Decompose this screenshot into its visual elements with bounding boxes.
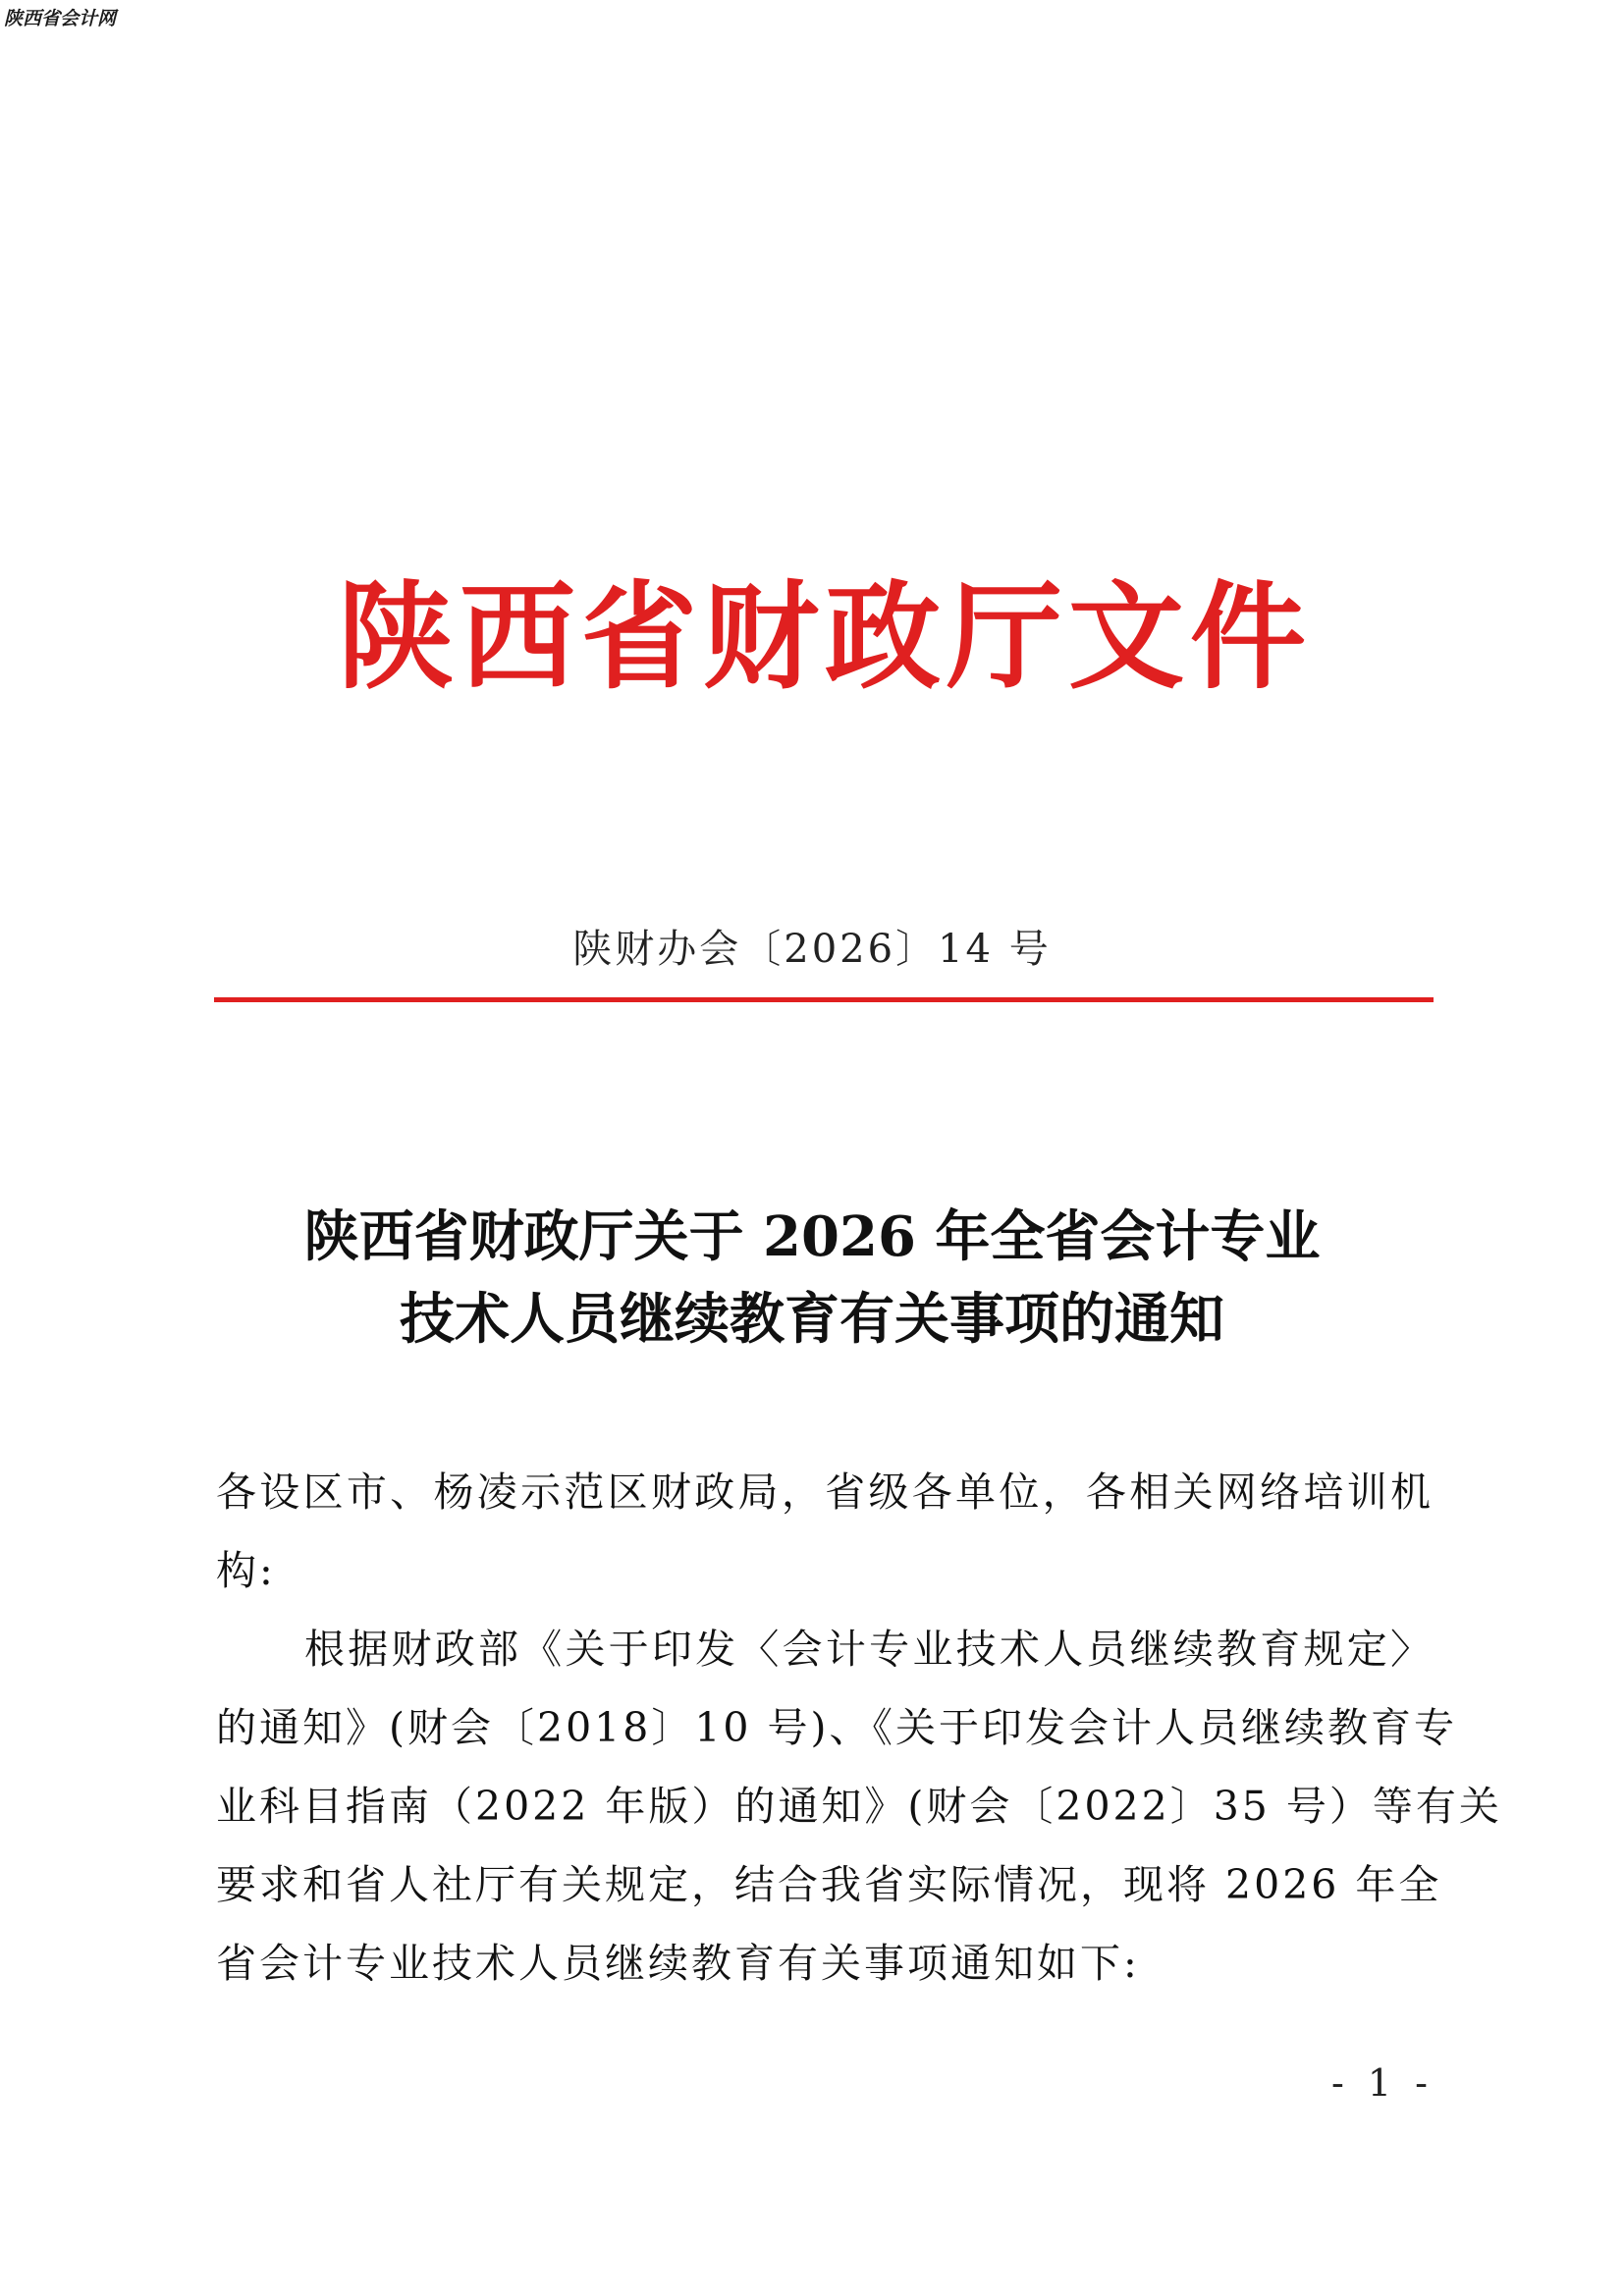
document-title-line-2: 技术人员继续教育有关事项的通知 — [400, 1287, 1224, 1352]
document-number: 陕财办会〔2026〕14 号 — [572, 927, 1052, 972]
body-paragraph-line: 省会计专业技术人员继续教育有关事项通知如下: — [216, 1940, 1140, 1987]
document-title-line-1: 陕西省财政厅关于 2026 年全省会计专业 — [303, 1204, 1321, 1269]
body-paragraph-line: 根据财政部《关于印发〈会计专业技术人员继续教育规定〉 — [304, 1626, 1434, 1673]
body-paragraph-line: 业科目指南（2022 年版）的通知》(财会〔2022〕35 号）等有关 — [216, 1783, 1502, 1830]
addressee-line-2: 构: — [216, 1547, 276, 1594]
red-divider-line — [214, 997, 1434, 1002]
addressee-line-1: 各设区市、杨凌示范区财政局，省级各单位，各相关网络培训机 — [216, 1468, 1434, 1516]
body-paragraph-line: 的通知》(财会〔2018〕10 号)、《关于印发会计人员继续教育专 — [216, 1704, 1458, 1751]
page-number: - 1 - — [1330, 2061, 1434, 2105]
body-paragraph-line: 要求和省人社厅有关规定，结合我省实际情况，现将 2026 年全 — [216, 1861, 1442, 1908]
watermark-label: 陕西省会计网 — [4, 8, 117, 29]
document-masthead: 陕西省财政厅文件 — [337, 569, 1312, 705]
